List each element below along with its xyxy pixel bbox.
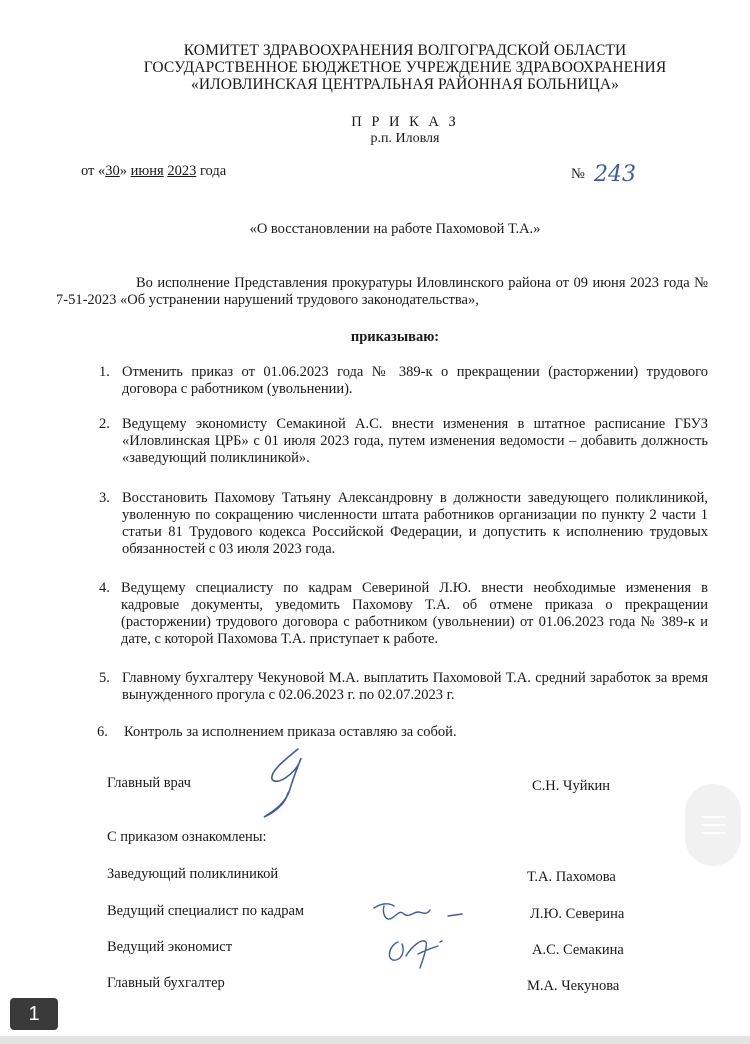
order-item	[99, 580, 708, 648]
order-item	[97, 724, 708, 741]
header-line-3: «ИЛОВЛИНСКАЯ ЦЕНТРАЛЬНАЯ РАЙОННАЯ БОЛЬНИЦА»	[190, 76, 619, 93]
ack-name: Т.А. Пахомова	[527, 869, 616, 885]
order-item	[99, 670, 708, 704]
acknowledged-heading: С приказом ознакомлены:	[107, 829, 267, 845]
decree-word: приказываю:	[350, 329, 440, 345]
order-item	[99, 416, 708, 467]
ack-position: Ведущий специалист по кадрам	[107, 903, 305, 919]
item-text: Отменить приказ от 01.06.2023 года № 389-к о прекращении (расторжении) трудового договора с работником (увольнении).	[122, 364, 708, 397]
order-place: р.п. Иловля	[370, 131, 440, 146]
item-text: Ведущему специалисту по кадрам Севериной Л.Ю. внести необходимые изменения в кадровые документы, уведомить Пахомову Т.А. об отмене приказа о прекращении (расторжении) трудового договора с работником (увольнении) от 01.06.2023 года № 389-к и дате, с которой Пахомова Т.А. приступает к работе.	[121, 580, 708, 647]
item-text: Ведущему экономисту Семакиной А.С. внести изменения в штатное расписание ГБУЗ «Иловлинская ЦРБ» с 01 июля 2023 года, путем изменения ведомости – добавить должность «заведующий поликлиникой».	[122, 416, 708, 466]
item-number: 4.	[99, 580, 110, 596]
date-year: 2023	[167, 163, 197, 179]
item-text: Главному бухгалтеру Чекуновой М.А. выплатить Пахомовой Т.А. средний заработок за время вынужденного прогула с 02.06.2023 г. по 02.07.2023 г.	[122, 670, 708, 703]
chief-doctor-label: Главный врач	[107, 775, 191, 791]
order-date	[81, 163, 226, 180]
item-number: 1.	[99, 364, 110, 380]
order-item	[99, 490, 708, 558]
item-text: Восстановить Пахомову Татьяну Александровну в должности заведующего поликлиникой, уволенную по сокращению численности штата работников организации по пункту 2 части 1 статьи 81 Трудового кодекса Российской Федерации, и допустить к исполнению трудовых обязанностей с 03 июля 2023 года.	[122, 490, 708, 557]
date-month: июня	[130, 163, 164, 179]
order-item	[99, 364, 708, 398]
ack-name: А.С. Семакина	[532, 942, 624, 958]
ack-name: М.А. Чекунова	[527, 978, 620, 994]
header-line-1: КОМИТЕТ ЗДРАВООХРАНЕНИЯ ВОЛГОГРАДСКОЙ ОБЛАСТИ	[183, 42, 627, 59]
personnel-specialist-signature	[370, 898, 470, 932]
order-number-handwritten: 243	[594, 162, 636, 187]
organization-header	[0, 42, 750, 93]
hamburger-menu-icon[interactable]	[685, 784, 741, 866]
chief-doctor-signature	[250, 745, 320, 825]
order-title: П Р И К А З	[351, 114, 459, 130]
item-number: 3.	[99, 490, 110, 506]
ack-position: Заведующий поликлиникой	[107, 866, 279, 882]
next-page-edge	[0, 1036, 750, 1044]
page-number-badge: 1	[10, 998, 58, 1030]
item-text: Контроль за исполнением приказа оставляю за собой.	[124, 724, 457, 740]
economist-signature	[382, 932, 452, 972]
ack-position: Главный бухгалтер	[107, 975, 225, 991]
order-number-label: №	[571, 166, 585, 182]
ack-name: Л.Ю. Северина	[530, 906, 625, 922]
item-number: 5.	[99, 670, 110, 686]
date-separator: »	[119, 163, 131, 179]
preamble	[56, 275, 708, 309]
menu-lines-icon	[700, 814, 726, 836]
preamble-text: Во исполнение Представления прокуратуры Иловлинского района от 09 июня 2023 года № 7-51-2023 «Об устранении нарушений трудового законодательства»,	[56, 275, 708, 308]
date-day: 30	[105, 163, 120, 179]
header-line-2: ГОСУДАРСТВЕННОЕ БЮДЖЕТНОЕ УЧРЕЖДЕНИЕ ЗДРАВООХРАНЕНИЯ	[143, 59, 667, 76]
date-suffix: года	[196, 163, 227, 179]
order-subject: «О восстановлении на работе Пахомовой Т.А.»	[249, 221, 541, 237]
chief-doctor-name: С.Н. Чуйкин	[532, 778, 611, 794]
item-number: 6.	[97, 724, 108, 740]
ack-position: Ведущий экономист	[107, 939, 233, 955]
item-number: 2.	[99, 416, 110, 432]
date-prefix: от «	[81, 163, 106, 179]
